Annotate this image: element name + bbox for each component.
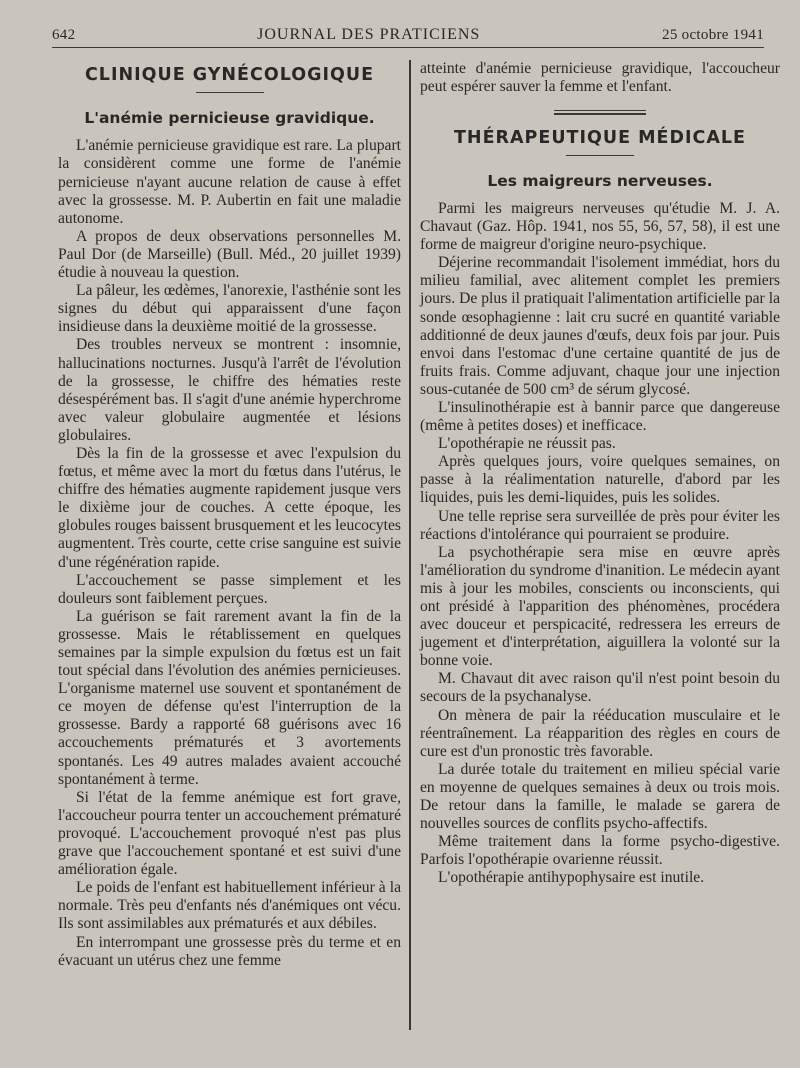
column-divider — [409, 60, 411, 1030]
page-header — [52, 18, 764, 48]
paragraph: Dès la fin de la grossesse et avec l'expulsion du fœtus, et même avec la mort du fœtus dans l'utérus, le chiffre des hématies augmente rapidement jusque vers le dixième jour de couches. A cette époque, les globules rouges baissent brusquement et les leucocytes augmentent. Très courte, cette crise sanguine est suivie d'une régénération rapide. — [58, 444, 401, 571]
paragraph: A propos de deux observations personnelles M. Paul Dor (de Marseille) (Bull. Méd., 20 juillet 1939) étudie à nouveau la question. — [58, 227, 401, 282]
paragraph: La durée totale du traitement en milieu spécial varie en moyenne de quelques semaines à deux ou trois mois. De retour dans la famille, le malade se garera de nouvelles sources de conflits psycho-affectifs. — [420, 760, 780, 833]
page-number: 642 — [52, 27, 76, 43]
continued-paragraph: atteinte d'anémie pernicieuse gravidique, l'accoucheur peut espérer sauver la femme et l'enfant. — [420, 60, 780, 96]
paragraph: En interrompant une grossesse près du terme et en évacuant un utérus chez une femme — [58, 933, 401, 969]
paragraph: Même traitement dans la forme psycho-digestive. Parfois l'opothérapie ovarienne réussit. — [420, 833, 780, 869]
paragraph: M. Chavaut dit avec raison qu'il n'est point besoin du secours de la psychanalyse. — [420, 670, 780, 706]
paragraph: Après quelques jours, voire quelques semaines, on passe à la réalimentation naturelle, d'abord par les liquides, puis les demi-liquides, puis les solides. — [420, 453, 780, 507]
section-separator — [554, 110, 646, 114]
paragraph: L'opothérapie ne réussit pas. — [438, 435, 616, 453]
paragraph: Des troubles nerveux se montrent : insomnie, hallucinations nocturnes. Jusqu'à l'arrêt de l'évolution de la grossesse, le chiffre des hématies reste désespérément bas. Il s'agit d'une anémie hyperchrome avec valeur globulaire augmentée et lésions globulaires. — [58, 336, 401, 444]
issue-date: 25 octobre 1941 — [662, 27, 764, 43]
paragraph: La psychothérapie sera mise en œuvre après l'amélioration du syndrome d'inanition. Le médecin ayant mis à jour les mobiles, conscients ou inconscients, qui ont présidé à l'apparition des phénomènes, procédera avec douceur et perspicacité, redressera les erreurs de jugement et d'interprétation, aiguillera la volonté sur la bonne voie. — [420, 543, 780, 670]
paragraph: L'anémie pernicieuse gravidique est rare. La plupart la considèrent comme une forme de l'anémie pernicieuse n'ayant aucune relation de cause à effet avec la grossesse. M. P. Aubertin en fait une maladie autonome. — [58, 137, 401, 227]
paragraph: Parmi les maigreurs nerveuses qu'étudie M. J. A. Chavaut (Gaz. Hôp. 1941, nos 55, 56, 57, 58), il est une forme de maigreur d'origine neuro-psychique. — [420, 199, 780, 254]
article-title-anemia: L'anémie pernicieuse gravidique. — [84, 109, 375, 128]
right-column — [420, 60, 780, 888]
paragraph: L'accouchement se passe simplement et les douleurs sont faiblement perçues. — [58, 571, 401, 607]
paragraph: Une telle reprise sera surveillée de près pour éviter les réactions d'intolérance qui pourraient se produire. — [420, 507, 780, 543]
paragraph: La guérison se fait rarement avant la fin de la grossesse. Mais le rétablissement en quelques semaines par la simple expulsion du fœtus est un fait tout spécial dans l'évolution des anémies pernicieuses. L'organisme maternel use souvent et spontanément de ce moyen de défense qu'est l'interruption de la grossesse. Bardy a rapporté 68 guérisons avec 16 accouchements prématurés et 3 avortements spontanés. Les 49 autres malades avaient accouché spontanément à terme. — [58, 607, 401, 788]
paragraph: Le poids de l'enfant est habituellement inférieur à la normale. Très peu d'enfants nés d'anémiques ont vécu. Ils sont assimilables aux prématurés et aux débiles. — [58, 879, 401, 933]
paragraph: On mènera de pair la rééducation musculaire et le réentraînement. La réapparition des règles en cours de cure est d'un pronostic très favorable. — [420, 706, 780, 760]
section-title-therapeutics: THÉRAPEUTIQUE MÉDICALE — [453, 127, 747, 148]
paragraph: L'insulinothérapie est à bannir parce que dangereuse (même à petites doses) et inefficace. — [420, 398, 780, 435]
paragraph: Déjerine recommandait l'isolement immédiat, hors du milieu familial, avec alitement complet les premiers jours. De plus il pratiquait l'alimentation artificielle par la sonde œsophagienne : lait cru sucré en quantité variable additionné de deux jaunes d'œufs, deux fois par jour. Puis envoi dans l'estomac d'une certaine quantité de jus de fruits frais. Comme adjuvant, chaque jour une injection sous-cutanée de 500 cm³ de sérum glycosé. — [420, 254, 780, 398]
article-title-thinness: Les maigreurs nerveuses. — [487, 171, 713, 190]
paragraph: L'opothérapie antihypophysaire est inutile. — [438, 869, 705, 887]
paragraph: Si l'état de la femme anémique est fort grave, l'accoucheur pourra tenter un accouchement prématuré provoqué. L'accouchement provoqué n'est pas plus grave que l'accouchement spontané et est suivi d'une amélioration égale. — [58, 788, 401, 879]
section-title-gynecology: CLINIQUE GYNÉCOLOGIQUE — [84, 65, 375, 85]
title-underline — [566, 155, 634, 156]
left-column — [58, 60, 401, 970]
title-underline — [196, 92, 264, 93]
paragraph: La pâleur, les œdèmes, l'anorexie, l'asthénie sont les signes du début qui apparaissent d'une façon insidieuse dans la deuxième moitié de la grossesse. — [58, 282, 401, 336]
journal-title: JOURNAL DES PRATICIENS — [257, 26, 481, 43]
